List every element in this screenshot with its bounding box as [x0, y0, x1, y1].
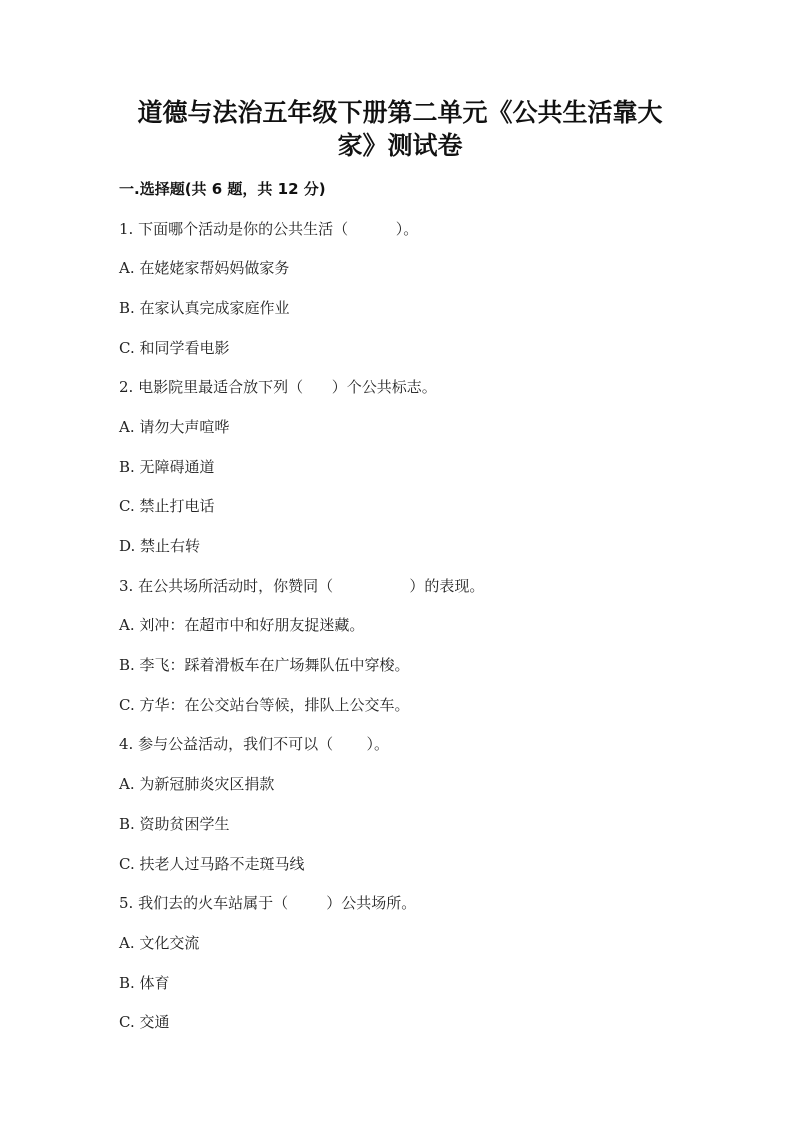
document-title-line-1: 道德与法治五年级下册第二单元《公共生活靠大 — [137, 98, 663, 127]
question-4-option-b: B. 资助贫困学生 — [119, 815, 230, 833]
question-2-option-b: B. 无障碍通道 — [119, 458, 215, 476]
question-3-option-b: B. 李飞：踩着滑板车在广场舞队伍中穿梭。 — [119, 656, 410, 674]
question-1-option-a: A. 在姥姥家帮妈妈做家务 — [119, 259, 290, 277]
question-4-stem: 4. 参与公益活动，我们不可以（ ）。 — [119, 735, 389, 753]
question-4-option-a: A. 为新冠肺炎灾区捐款 — [119, 775, 275, 793]
question-5-stem: 5. 我们去的火车站属于（ ）公共场所。 — [119, 894, 417, 912]
question-4-option-c: C. 扶老人过马路不走斑马线 — [119, 855, 305, 873]
question-3-stem: 3. 在公共场所活动时，你赞同（ ）的表现。 — [119, 577, 485, 595]
question-3-option-a: A. 刘冲：在超市中和好朋友捉迷藏。 — [119, 616, 365, 634]
question-2-option-a: A. 请勿大声喧哗 — [119, 418, 230, 436]
question-2-stem: 2. 电影院里最适合放下列（ ）个公共标志。 — [119, 378, 437, 396]
question-2-option-d: D. 禁止右转 — [119, 537, 201, 555]
question-1-stem: 1. 下面哪个活动是你的公共生活（ ）。 — [119, 220, 419, 238]
question-5-option-c: C. 交通 — [119, 1013, 170, 1031]
question-3-option-c: C. 方华：在公交站台等候，排队上公交车。 — [119, 696, 410, 714]
question-5-option-a: A. 文化交流 — [119, 934, 200, 952]
question-1-option-c: C. 和同学看电影 — [119, 339, 230, 357]
section-heading: 一.选择题(共 6 题，共 12 分) — [119, 180, 326, 198]
question-1-option-b: B. 在家认真完成家庭作业 — [119, 299, 290, 317]
document-title-line-2: 家》测试卷 — [337, 131, 463, 160]
question-2-option-c: C. 禁止打电话 — [119, 497, 215, 515]
question-5-option-b: B. 体育 — [119, 974, 170, 992]
